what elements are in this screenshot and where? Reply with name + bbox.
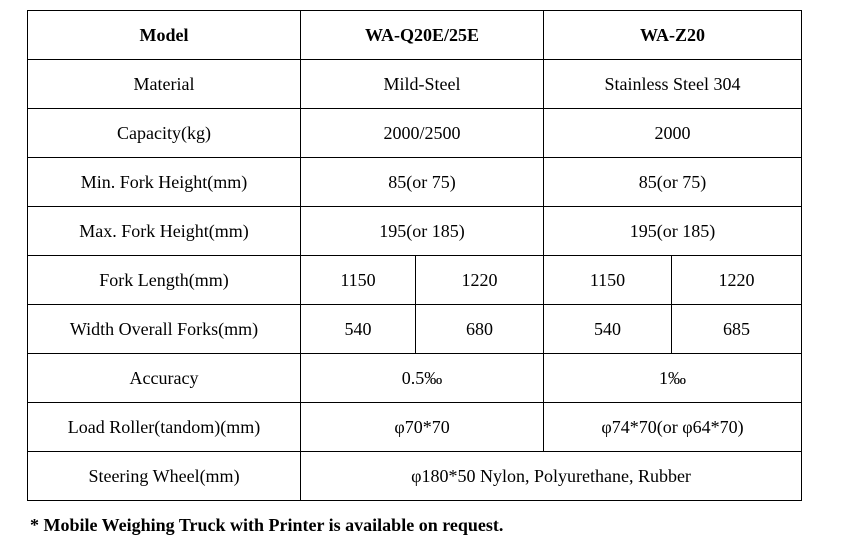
cell-value: 1150 [544, 256, 672, 305]
table-row-load-roller [28, 403, 802, 452]
cell-value: φ70*70 [301, 403, 544, 452]
row-label: Steering Wheel(mm) [28, 452, 301, 501]
table-row-material [28, 60, 802, 109]
cell-value: 0.5‰ [301, 354, 544, 403]
row-label: Accuracy [28, 354, 301, 403]
cell-value: 2000/2500 [301, 109, 544, 158]
model-a: WA-Q20E/25E [301, 11, 544, 60]
cell-value: 1150 [301, 256, 416, 305]
model-label: Model [28, 11, 301, 60]
table-row-accuracy [28, 354, 802, 403]
footnote: * Mobile Weighing Truck with Printer is available on request. [30, 515, 504, 535]
cell-value: 195(or 185) [301, 207, 544, 256]
table-row-min-fork-height [28, 158, 802, 207]
model-b: WA-Z20 [544, 11, 802, 60]
cell-value: 1220 [672, 256, 802, 305]
cell-value: 1220 [416, 256, 544, 305]
table-row-max-fork-height [28, 207, 802, 256]
row-label: Max. Fork Height(mm) [28, 207, 301, 256]
row-label: Load Roller(tandom)(mm) [28, 403, 301, 452]
cell-value: 85(or 75) [301, 158, 544, 207]
table-row-capacity [28, 109, 802, 158]
cell-value: 540 [544, 305, 672, 354]
row-label: Material [28, 60, 301, 109]
cell-value: Mild-Steel [301, 60, 544, 109]
row-label: Fork Length(mm) [28, 256, 301, 305]
row-label: Capacity(kg) [28, 109, 301, 158]
cell-value: 1‰ [544, 354, 802, 403]
cell-value: 680 [416, 305, 544, 354]
cell-value: 685 [672, 305, 802, 354]
cell-value: 195(or 185) [544, 207, 802, 256]
cell-value: φ180*50 Nylon, Polyurethane, Rubber [301, 452, 802, 501]
row-label: Min. Fork Height(mm) [28, 158, 301, 207]
table-row-steering-wheel [28, 452, 802, 501]
spec-table [27, 10, 802, 501]
cell-value: 2000 [544, 109, 802, 158]
cell-value: 540 [301, 305, 416, 354]
row-label: Width Overall Forks(mm) [28, 305, 301, 354]
cell-value: Stainless Steel 304 [544, 60, 802, 109]
table-row-fork-length [28, 256, 802, 305]
header-row [28, 11, 802, 60]
table-row-width-overall-forks [28, 305, 802, 354]
cell-value: 85(or 75) [544, 158, 802, 207]
cell-value: φ74*70(or φ64*70) [544, 403, 802, 452]
